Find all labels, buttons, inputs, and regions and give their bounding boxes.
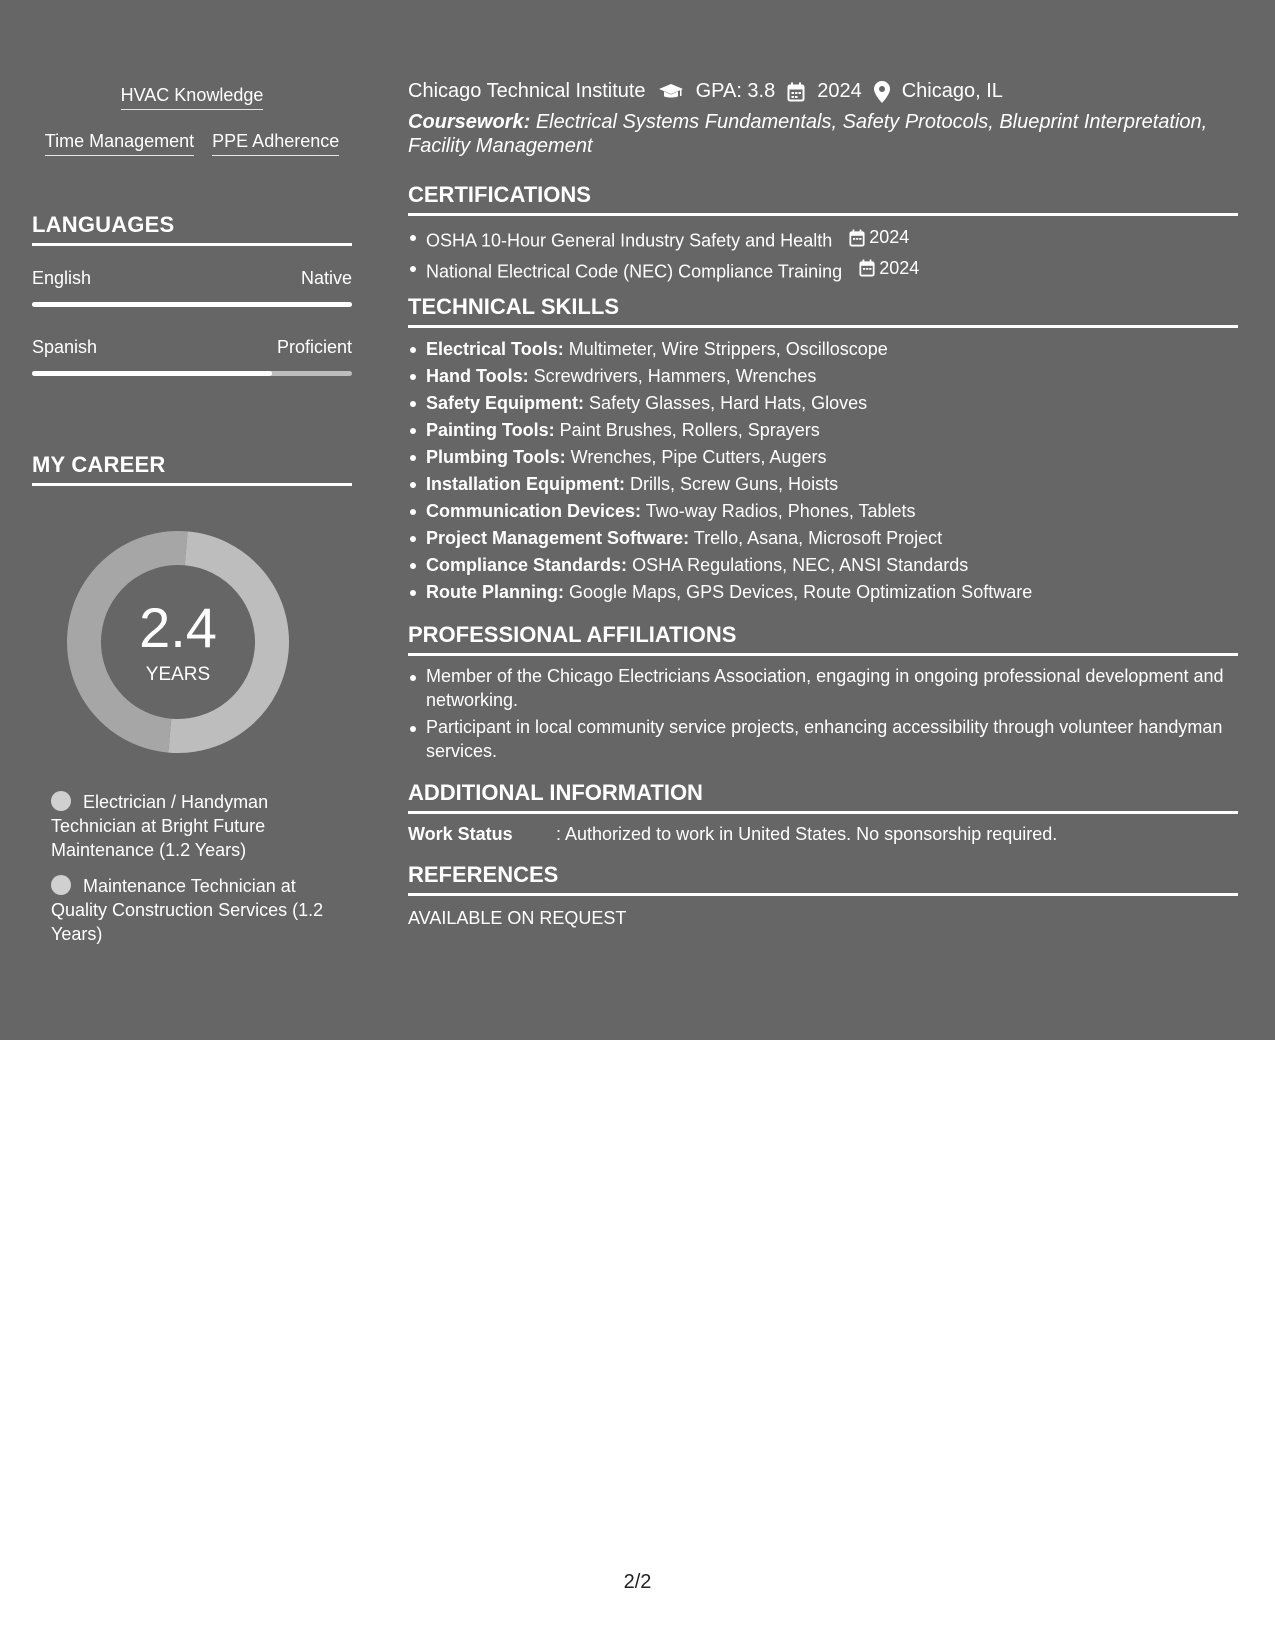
affiliation-item: Member of the Chicago Electricians Association, engaging in ongoing professional development and networking. (408, 664, 1238, 712)
language-name: English (32, 268, 92, 288)
languages-heading: LANGUAGES (32, 212, 352, 246)
education-line (408, 80, 1003, 103)
work-status-label: Work Status (408, 824, 513, 844)
career-item (51, 874, 331, 946)
language-item (32, 337, 352, 376)
work-status-row (408, 824, 1238, 845)
calendar-icon (787, 82, 805, 102)
legend-dot (51, 791, 71, 811)
additional-info-heading: ADDITIONAL INFORMATION (408, 780, 1238, 814)
skill-tags (32, 86, 352, 178)
language-level: Native (300, 268, 352, 288)
calendar-icon (849, 229, 865, 247)
coursework-label: Coursework: (408, 111, 531, 133)
language-level: Proficient (276, 337, 352, 357)
references-heading: REFERENCES (408, 862, 1238, 896)
language-bar-fill (32, 302, 352, 307)
technical-skills-heading: TECHNICAL SKILLS (408, 294, 1238, 328)
career-item-label: Electrician / Handyman Technician at Bright Future Maintenance (1.2 Years) (51, 792, 269, 860)
career-total-unit: YEARS (145, 664, 211, 685)
skill-item: Installation Equipment: Drills, Screw Guns, Hoists (408, 471, 1238, 498)
skill-tag-row (32, 132, 352, 156)
certification-year: 2024 (879, 257, 920, 278)
language-bar-fill (32, 371, 272, 376)
skill-item: Plumbing Tools: Wrenches, Pipe Cutters, Augers (408, 444, 1238, 471)
skill-item: Safety Equipment: Safety Glasses, Hard Hats, Gloves (408, 390, 1238, 417)
career-list (51, 790, 331, 958)
career-heading: MY CAREER (32, 452, 352, 486)
skill-item: Electrical Tools: Multimeter, Wire Strippers, Oscilloscope (408, 336, 1238, 363)
legend-dot (51, 875, 71, 895)
skill-tag: Time Management (45, 132, 194, 156)
references-text: AVAILABLE ON REQUEST (408, 908, 627, 928)
certification-name: National Electrical Code (NEC) Compliance Training (426, 261, 843, 281)
skill-item: Communication Devices: Two-way Radios, Phones, Tablets (408, 498, 1238, 525)
certification-year: 2024 (869, 227, 910, 247)
education-location: Chicago, IL (901, 80, 1003, 102)
graduation-cap-icon (658, 82, 684, 102)
skill-item: Painting Tools: Paint Brushes, Rollers, Sprayers (408, 417, 1238, 444)
language-name: Spanish (32, 337, 98, 357)
language-bar (32, 302, 352, 307)
certification-name: OSHA 10-Hour General Industry Safety and Health (426, 230, 833, 251)
work-status-value: : Authorized to work in United States. No sponsorship required. (556, 824, 1058, 844)
skill-tag: HVAC Knowledge (121, 86, 264, 110)
language-bar (32, 371, 352, 376)
skill-tag-row (32, 86, 352, 110)
affiliation-item: Participant in local community service projects, enhancing accessibility through volunteer handyman services. (408, 715, 1238, 763)
certifications-heading: CERTIFICATIONS (408, 182, 1238, 216)
references-section (408, 862, 1238, 929)
education-gpa: GPA: 3.8 (695, 80, 776, 102)
education-year: 2024 (817, 80, 862, 102)
affiliations-section (408, 622, 1238, 766)
page-number: 2/2 (623, 1571, 652, 1593)
calendar-icon (859, 259, 875, 277)
coursework-list: Electrical Systems Fundamentals, Safety Protocols, Blueprint Interpretation, Facility Management (408, 111, 1208, 157)
skill-item: Route Planning: Google Maps, GPS Devices, Route Optimization Software (408, 579, 1238, 606)
affiliations-heading: PROFESSIONAL AFFILIATIONS (408, 622, 1238, 656)
school-name: Chicago Technical Institute (408, 80, 646, 102)
skill-tag: PPE Adherence (212, 132, 339, 156)
skill-item: Compliance Standards: OSHA Regulations, NEC, ANSI Standards (408, 552, 1238, 579)
skill-item: Project Management Software: Trello, Asana, Microsoft Project (408, 525, 1238, 552)
technical-skills-section (408, 294, 1238, 606)
certification-item (408, 255, 1238, 286)
career-total-years: 2.4 (139, 596, 217, 659)
certifications-section (408, 182, 1238, 285)
language-item (32, 268, 352, 307)
additional-info-section (408, 780, 1238, 845)
coursework (408, 110, 1238, 158)
career-item-label: Maintenance Technician at Quality Construction Services (1.2 Years) (51, 876, 324, 944)
career-item (51, 790, 331, 862)
location-pin-icon (874, 81, 890, 103)
certification-item (408, 224, 1238, 255)
skill-item: Hand Tools: Screwdrivers, Hammers, Wrenches (408, 363, 1238, 390)
